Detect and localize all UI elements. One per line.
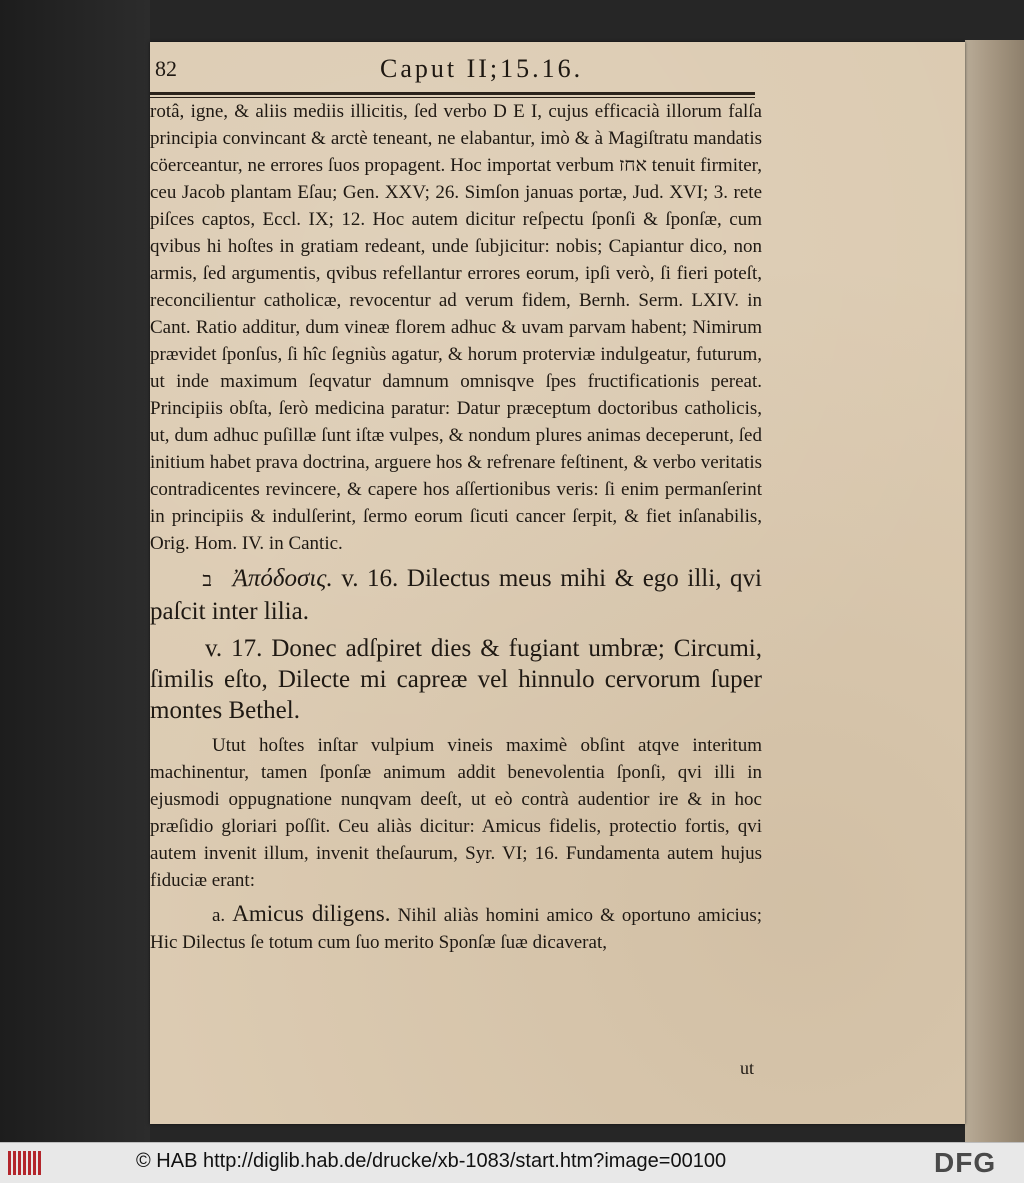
verse-16: v. 16. Dilectus meus mihi & ego illi, qvi paſcit inter lilia.: [150, 565, 762, 625]
item-a-text: Nihil aliàs homini amico & oportuno amicius; Hic Dilectus ſe totum cum ſuo merito Sponſæ ſuæ dicaverat,: [150, 905, 763, 953]
dfg-logo[interactable]: DFG: [934, 1147, 997, 1178]
page-text: [150, 98, 762, 956]
item-a-head: Amicus diligens.: [232, 901, 391, 926]
viewer-footer: [0, 1142, 1024, 1183]
catchword: ut: [740, 1058, 755, 1078]
item-a: [150, 900, 762, 956]
apodosis-line: [150, 563, 762, 627]
hab-barcode-logo-icon[interactable]: [8, 1151, 48, 1175]
apodosis-greek: Ἀπόδοσις.: [232, 565, 333, 592]
paragraph-1: rotâ, igne, & aliis mediis illicitis, ſed verbo D E I, cujus efficacià illorum falſa principia convincant & arctè teneant, ne elabantur, imò & à Magiſtratu mandatis cöerceantur, ne errores ſuos propagent. Hoc importat verbum אחז tenuit firmiter, ceu Jacob plantam Eſau; Gen. XXV; 26. Simſon januas portæ, Jud. XVI; 3. rete piſces captos, Eccl. IX; 12. Hoc autem dicitur reſpectu ſponſi & ſponſæ, cum qvibus hi hoſtes in gratiam redeant, unde ſubjicitur: nobis; Capiantur dico, non armis, ſed argumentis, qvibus refellantur errores eorum, ipſi verò, ſi fieri poteſt, reconcilientur catholicæ, revocentur ad verum fidem, Bernh. Serm. LXIV. in Cant. Ratio additur, dum vineæ florem adhuc & uvam parvam habent; Nimirum prævidet ſponſus, ſi hîc ſegniùs agatur, & horum proterviæ indulgeatur, futurum, ut inde maximum ſeqvatur damnum omnisqve ſpes fructificationis pereat. Principiis obſta, ſerò medicina paratur: Datur præceptum doctoribus catholicis, ut, dum adhuc puſillæ ſunt iſtæ vulpes, & nondum plures animas deceperunt, ſed initium habet prava doctrina, arguere hos & refrenare feſtinent, & verbo veritatis contradicentes revincere, & capere hos aſſertionibus veris: ſi enim permanſerint in principiis & indulſerint, ſermo eorum ſicuti cancer ſerpit, & fiet inſanabilis, Orig. Hom. IV. in Cantic.: [150, 101, 762, 554]
apodosis-mark: ב: [202, 569, 212, 591]
facing-page-edge: [965, 40, 1024, 1142]
page-number: 82: [155, 56, 177, 81]
paragraph-2: Utut hoſtes inſtar vulpium vineis maximè obſint atqve interitum machinentur, tamen ſponſæ animum addit benevolentia ſponſi, qvi illi in ejusmodi oppugnatione nunqvam deeſt, ut eò contrà audentior ire & in hoc præſidio gloriari poſſit. Ceu aliàs dicitur: Amicus fidelis, protectio fortis, qvi autem invenit illum, invenit theſaurum, Syr. VI; 16. Fundamenta autem hujus fiduciæ erant:: [150, 735, 762, 891]
scan-left-margin: [0, 0, 150, 1142]
copyright-link[interactable]: © HAB http://diglib.hab.de/drucke/xb-1083/start.htm?image=00100: [136, 1150, 727, 1172]
page-header: [155, 56, 755, 90]
running-head: Caput II;15.16.: [380, 54, 584, 83]
verse-17: v. 17. Donec adſpiret dies & fugiant umbræ; Circumi, ſimilis eſto, Dilecte mi capreæ vel hinnulo cervorum ſuper montes Bethel.: [150, 635, 762, 724]
item-a-label: a.: [212, 905, 226, 926]
